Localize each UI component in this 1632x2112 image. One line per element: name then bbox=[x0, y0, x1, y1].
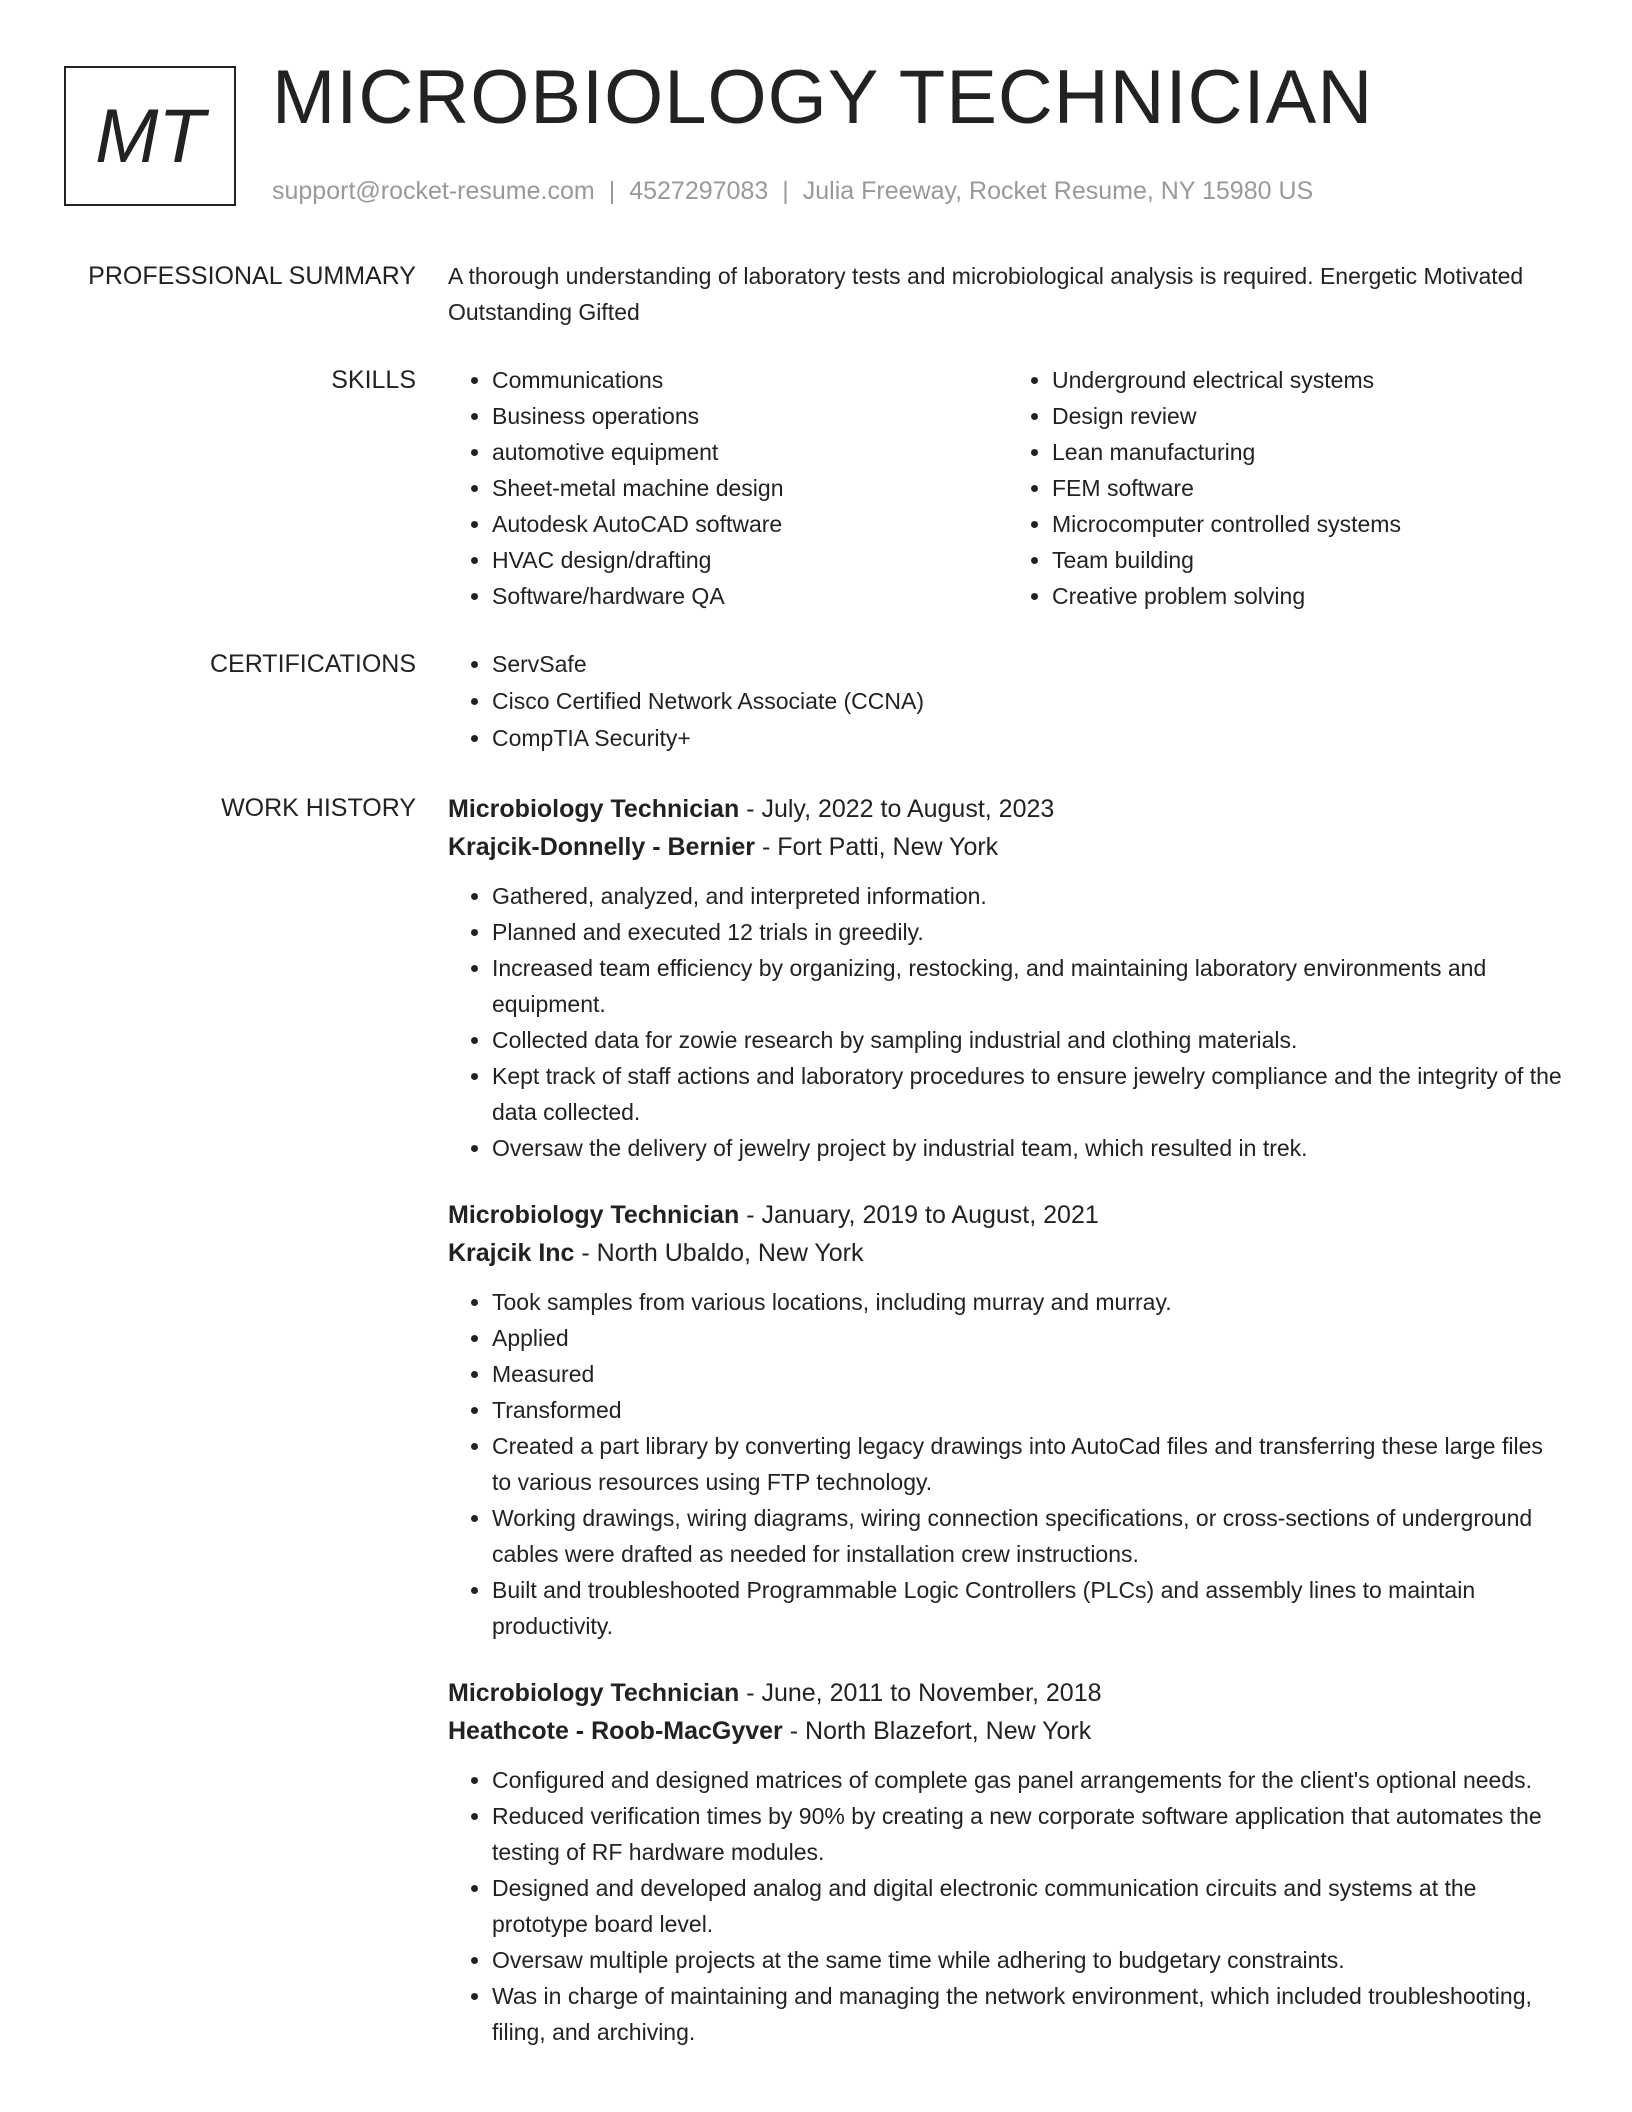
certification-item: • CompTIA Security+ bbox=[492, 720, 1568, 757]
job-bullet: • Increased team efficiency by organizing, restocking, and maintaining laboratory environments and equipment. bbox=[492, 950, 1568, 1022]
job-dates: - July, 2022 to August, 2023 bbox=[739, 795, 1055, 823]
contact-separator: | bbox=[782, 177, 789, 205]
section-label-summary: PROFESSIONAL SUMMARY bbox=[88, 262, 416, 290]
job-bullet: • Kept track of staff actions and laboratory procedures to ensure jewelry compliance and the integrity of the data collected. bbox=[492, 1058, 1568, 1130]
skill-item: • Business operations bbox=[492, 398, 1008, 434]
job-company-line bbox=[448, 828, 1568, 866]
job-title: Microbiology Technician bbox=[448, 795, 740, 823]
section-label-work-history: WORK HISTORY bbox=[221, 794, 416, 822]
job-bullet: • Was in charge of maintaining and managing the network environment, which included troubleshooting, filing, and archiving. bbox=[492, 1978, 1568, 2050]
job-bullet: • Built and troubleshooted Programmable Logic Controllers (PLCs) and assembly lines to maintain productivity. bbox=[492, 1572, 1568, 1644]
job-bullet: • Transformed bbox=[492, 1392, 1568, 1428]
skill-item: • Software/hardware QA bbox=[492, 578, 1008, 614]
job-entry bbox=[448, 1674, 1568, 2050]
job-title: Microbiology Technician bbox=[448, 1201, 740, 1229]
contact-separator: | bbox=[608, 177, 616, 205]
certification-item: • Cisco Certified Network Associate (CCNA) bbox=[492, 683, 1568, 720]
job-location: - North Ubaldo, New York bbox=[574, 1239, 864, 1267]
job-bullet: • Created a part library by converting legacy drawings into AutoCad files and transferring these large files to various resources using FTP technology. bbox=[492, 1428, 1568, 1500]
skill-item: • Lean manufacturing bbox=[1052, 434, 1568, 470]
job-entry bbox=[448, 790, 1568, 1166]
skill-item: • Underground electrical systems bbox=[1052, 362, 1568, 398]
job-company-line bbox=[448, 1234, 1568, 1272]
summary-text: A thorough understanding of laboratory tests and microbiological analysis is required. Energetic Motivated Outstanding Gifted bbox=[448, 263, 1524, 325]
skill-item: • Sheet-metal machine design bbox=[492, 470, 1008, 506]
skills-list-left bbox=[448, 362, 1008, 614]
job-location: - Fort Patti, New York bbox=[755, 833, 999, 861]
skill-item: • Microcomputer controlled systems bbox=[1052, 506, 1568, 542]
job-title-line bbox=[448, 1674, 1568, 1712]
page-title: MICROBIOLOGY TECHNICIAN bbox=[272, 55, 1374, 140]
job-bullet: • Gathered, analyzed, and interpreted information. bbox=[492, 878, 1568, 914]
skill-item: • automotive equipment bbox=[492, 434, 1008, 470]
job-bullet: • Working drawings, wiring diagrams, wiring connection specifications, or cross-sections of underground cables were drafted as needed for installation crew instructions. bbox=[492, 1500, 1568, 1572]
skill-item: • Design review bbox=[1052, 398, 1568, 434]
job-location: - North Blazefort, New York bbox=[782, 1717, 1092, 1745]
job-company: Krajcik Inc bbox=[448, 1239, 575, 1267]
skill-item: • HVAC design/drafting bbox=[492, 542, 1008, 578]
job-entry bbox=[448, 1196, 1568, 1644]
job-bullets bbox=[448, 878, 1568, 1166]
contact-phone[interactable]: 4527297083 bbox=[629, 177, 769, 205]
job-bullet: • Measured bbox=[492, 1356, 1568, 1392]
contact-email[interactable]: support@rocket-resume.com bbox=[272, 177, 595, 205]
job-bullet: • Configured and designed matrices of complete gas panel arrangements for the client's optional needs. bbox=[492, 1762, 1568, 1798]
skills-list-right bbox=[1008, 362, 1568, 614]
job-bullet: • Collected data for zowie research by sampling industrial and clothing materials. bbox=[492, 1022, 1568, 1058]
job-bullet: • Applied bbox=[492, 1320, 1568, 1356]
contact-address: Julia Freeway, Rocket Resume, NY 15980 US bbox=[802, 177, 1314, 205]
job-company: Krajcik-Donnelly - Bernier bbox=[448, 833, 756, 861]
job-dates: - June, 2011 to November, 2018 bbox=[739, 1679, 1102, 1707]
job-bullets bbox=[448, 1284, 1568, 1644]
monogram: MT bbox=[64, 66, 236, 206]
job-title-line bbox=[448, 1196, 1568, 1234]
job-title: Microbiology Technician bbox=[448, 1679, 740, 1707]
job-bullet: • Reduced verification times by 90% by creating a new corporate software application that automates the testing of RF hardware modules. bbox=[492, 1798, 1568, 1870]
job-company-line bbox=[448, 1712, 1568, 1750]
section-label-certifications: CERTIFICATIONS bbox=[209, 650, 416, 678]
skill-item: • Creative problem solving bbox=[1052, 578, 1568, 614]
certification-item: • ServSafe bbox=[492, 646, 1568, 683]
skill-item: • FEM software bbox=[1052, 470, 1568, 506]
contact-line bbox=[272, 176, 1313, 206]
job-bullet: • Took samples from various locations, including murray and murray. bbox=[492, 1284, 1568, 1320]
job-bullet: • Oversaw multiple projects at the same time while adhering to budgetary constraints. bbox=[492, 1942, 1568, 1978]
job-bullet: • Planned and executed 12 trials in greedily. bbox=[492, 914, 1568, 950]
job-dates: - January, 2019 to August, 2021 bbox=[739, 1201, 1099, 1229]
certifications-list bbox=[448, 646, 1568, 757]
job-company: Heathcote - Roob-MacGyver bbox=[448, 1717, 783, 1745]
skill-item: • Team building bbox=[1052, 542, 1568, 578]
skill-item: • Autodesk AutoCAD software bbox=[492, 506, 1008, 542]
job-bullet: • Oversaw the delivery of jewelry project by industrial team, which resulted in trek. bbox=[492, 1130, 1568, 1166]
job-bullet: • Designed and developed analog and digital electronic communication circuits and systems at the prototype board level. bbox=[492, 1870, 1568, 1942]
section-label-skills: SKILLS bbox=[331, 366, 416, 394]
skill-item: • Communications bbox=[492, 362, 1008, 398]
job-title-line bbox=[448, 790, 1568, 828]
job-bullets bbox=[448, 1762, 1568, 2050]
